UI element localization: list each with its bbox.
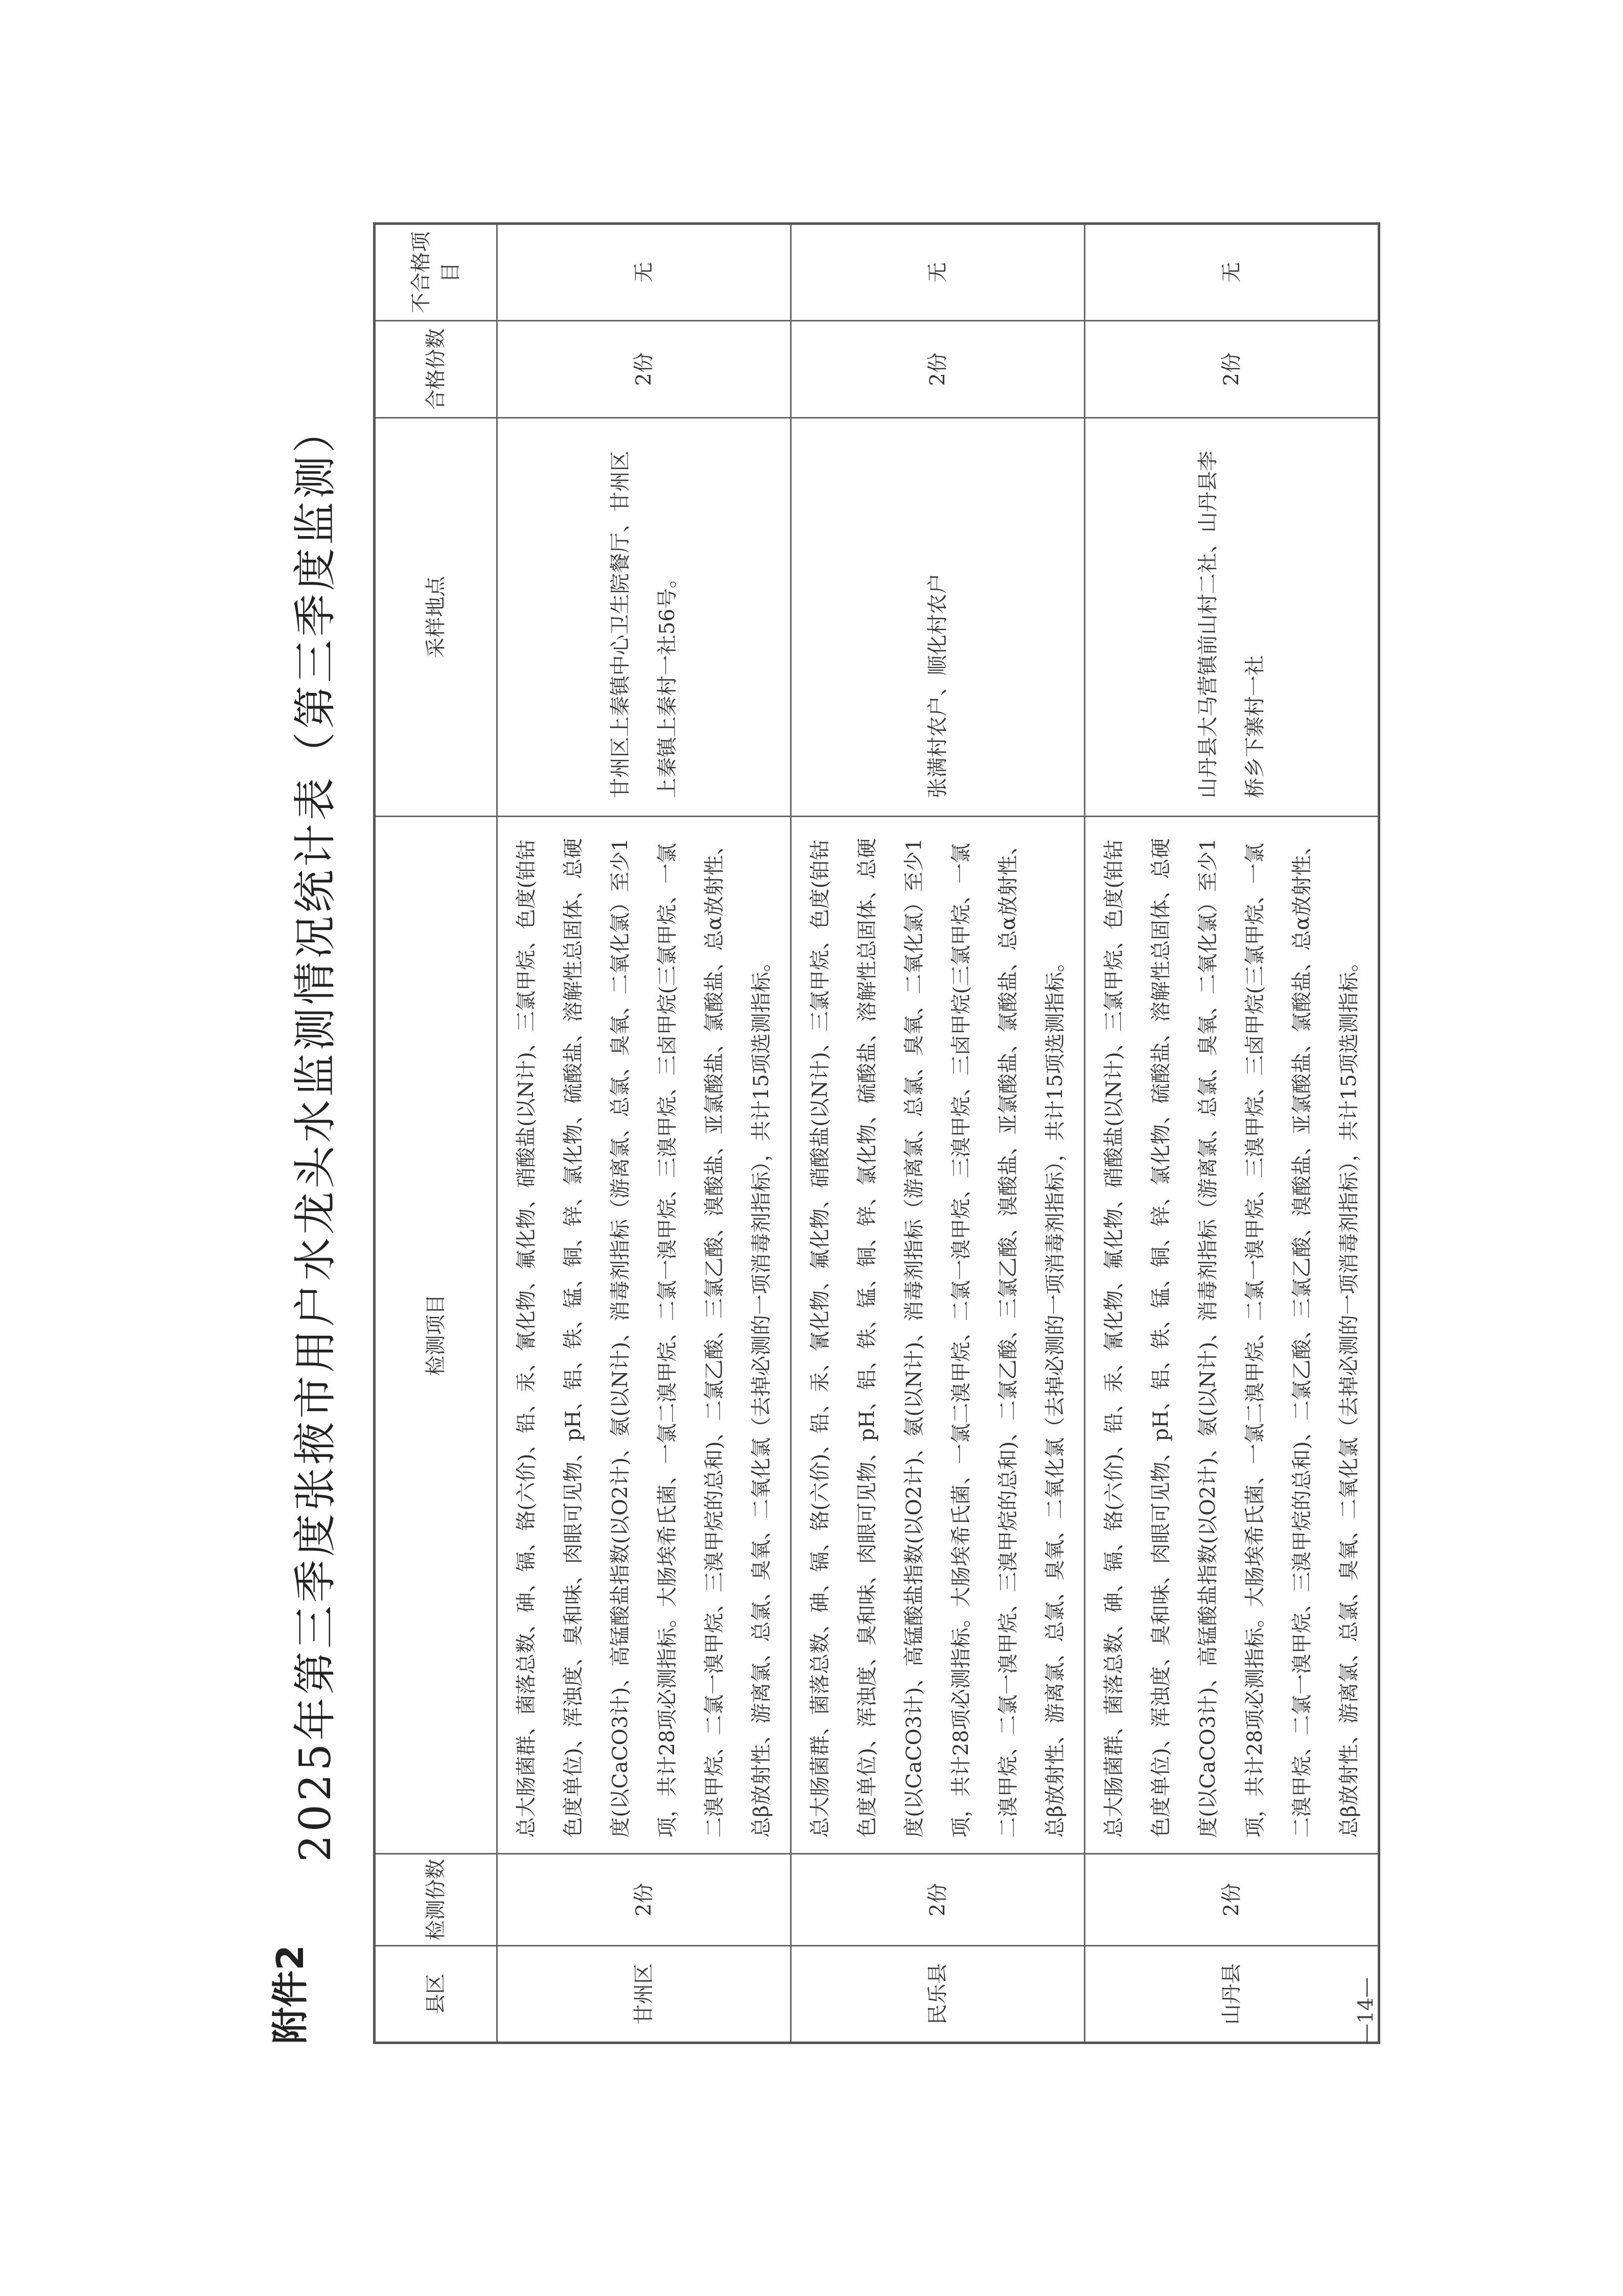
header-location: 采样地点: [375, 418, 497, 817]
location-cell: 张满村农户、顺化村农户: [791, 418, 1085, 817]
page-number: —14—: [1354, 1977, 1378, 2044]
location-cell: 甘州区上秦镇中心卫生院餐厅、甘州区上秦镇上秦村一社56号。: [497, 418, 791, 817]
sample-count-cell: 2份: [1085, 1854, 1379, 1946]
table-row: [1085, 224, 1379, 2043]
qualified-cell: 2份: [1085, 321, 1379, 418]
county-cell: 民乐县: [791, 1946, 1085, 2043]
items-cell: 总大肠菌群、菌落总数、砷、镉、铬(六价)、铅、汞、氰化物、氟化物、硝酸盐(以N计)、三氯甲烷、色度(铂钴色度单位)、浑浊度、臭和味、肉眼可见物、pH、铝、铁、锰、铜、锌、氯化物、硫酸盐、溶解性总固体、总硬度(以CaCO3计)、高锰酸盐指数(以O2计)、氨(以N计)、消毒剂指标（游离氯、总氯、臭氧、二氧化氯）至少1项，共计28项必测指标。大肠埃希氏菌、一氯二溴甲烷、二氯一溴甲烷、三溴甲烷、三卤甲烷(三氯甲烷、一氯二溴甲烷、二氯一溴甲烷、三溴甲烷的总和)、二氯乙酸、三氯乙酸、溴酸盐、亚氯酸盐、氯酸盐、总α放射性、总β放射性、游离氯、总氯、臭氧、二氧化氯（去掉必测的一项消毒剂指标），共计15项选测指标。: [791, 817, 1085, 1854]
table-row: [497, 224, 791, 2043]
sample-count-cell: 2份: [497, 1854, 791, 1946]
header-qualified: 合格份数: [375, 321, 497, 418]
location-cell: 山丹县大马营镇前山村二社、山丹县李桥乡下寨村一社: [1085, 418, 1379, 817]
header-sample-count: 检测份数: [375, 1854, 497, 1946]
header-county: 县区: [375, 1946, 497, 2043]
items-cell: 总大肠菌群、菌落总数、砷、镉、铬(六价)、铅、汞、氰化物、氟化物、硝酸盐(以N计)、三氯甲烷、色度(铂钴色度单位)、浑浊度、臭和味、肉眼可见物、pH、铝、铁、锰、铜、锌、氯化物、硫酸盐、溶解性总固体、总硬度(以CaCO3计)、高锰酸盐指数(以O2计)、氨(以N计)、消毒剂指标（游离氯、总氯、臭氧、二氧化氯）至少1项，共计28项必测指标。大肠埃希氏菌、一氯二溴甲烷、二氯一溴甲烷、三溴甲烷、三卤甲烷(三氯甲烷、一氯二溴甲烷、二氯一溴甲烷、三溴甲烷的总和)、二氯乙酸、三氯乙酸、溴酸盐、亚氯酸盐、氯酸盐、总α放射性、总β放射性、游离氯、总氯、臭氧、二氧化氯（去掉必测的一项消毒剂指标），共计15项选测指标。: [497, 817, 791, 1854]
county-cell: 甘州区: [497, 1946, 791, 2043]
sample-count-cell: 2份: [791, 1854, 1085, 1946]
qualified-cell: 2份: [497, 321, 791, 418]
attachment-label: 附件2: [269, 1944, 312, 2044]
qualified-cell: 2份: [791, 321, 1085, 418]
table-row: [791, 224, 1085, 2043]
header-unqualified: 不合格项目: [375, 224, 497, 321]
unqualified-cell: 无: [1085, 224, 1379, 321]
items-cell: 总大肠菌群、菌落总数、砷、镉、铬(六价)、铅、汞、氰化物、氟化物、硝酸盐(以N计)、三氯甲烷、色度(铂钴色度单位)、浑浊度、臭和味、肉眼可见物、pH、铝、铁、锰、铜、锌、氯化物、硫酸盐、溶解性总固体、总硬度(以CaCO3计)、高锰酸盐指数(以O2计)、氨(以N计)、消毒剂指标（游离氯、总氯、臭氧、二氧化氯）至少1项，共计28项必测指标。大肠埃希氏菌、一氯二溴甲烷、二氯一溴甲烷、三溴甲烷、三卤甲烷(三氯甲烷、一氯二溴甲烷、二氯一溴甲烷、三溴甲烷的总和)、二氯乙酸、三氯乙酸、溴酸盐、亚氯酸盐、氯酸盐、总α放射性、总β放射性、游离氯、总氯、臭氧、二氧化氯（去掉必测的一项消毒剂指标），共计15项选测指标。: [1085, 817, 1379, 1854]
monitoring-table: [373, 222, 1380, 2044]
header-items: 检测项目: [375, 817, 497, 1854]
rotated-page: [261, 225, 1378, 2044]
table-header-row: [375, 224, 497, 2043]
unqualified-cell: 无: [497, 224, 791, 321]
county-cell: 山丹县: [1085, 1946, 1379, 2043]
page-title: 2025年第三季度张掖市用户水龙头水监测情况统计表（第三季度监测）: [290, 407, 340, 1862]
unqualified-cell: 无: [791, 224, 1085, 321]
